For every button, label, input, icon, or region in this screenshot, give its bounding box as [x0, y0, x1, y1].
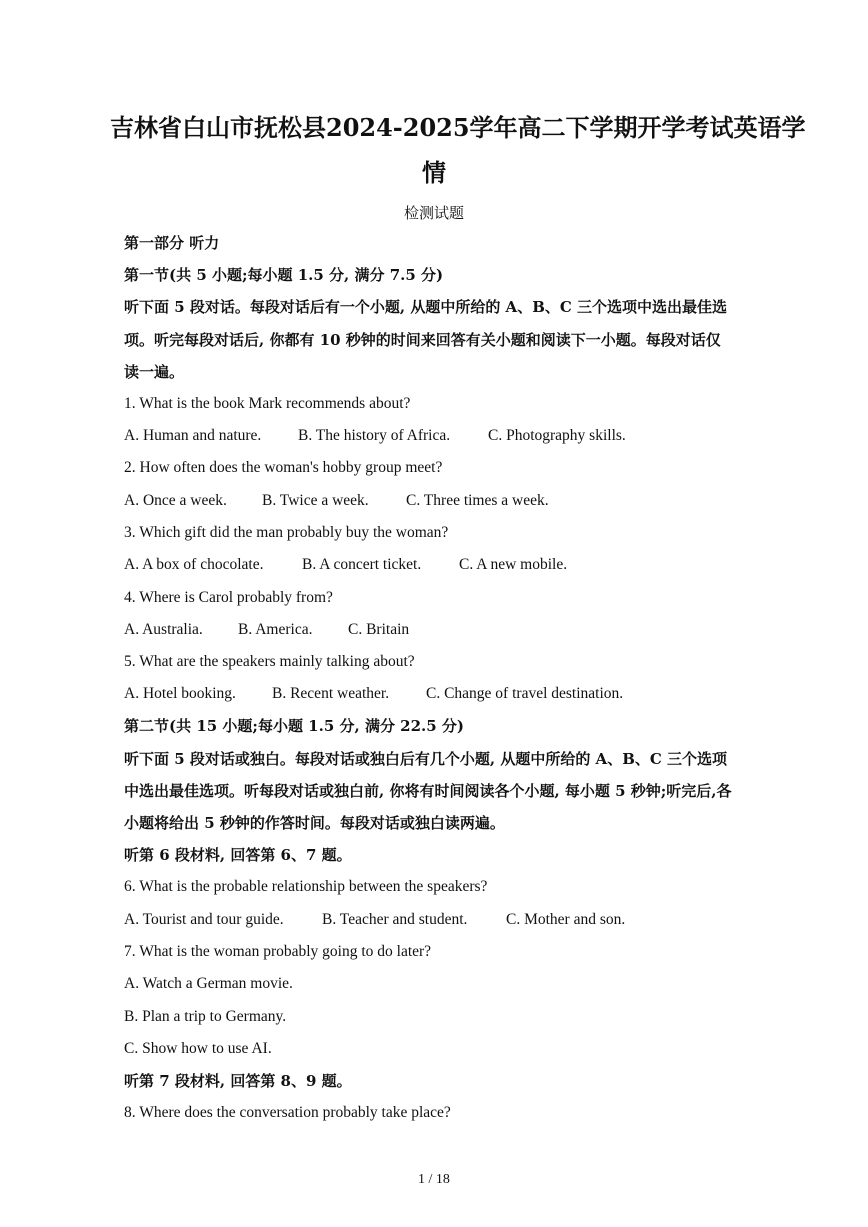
question-4: 4. Where is Carol probably from?	[124, 589, 333, 606]
question-5-option-a: A. Hotel booking.	[124, 685, 236, 702]
document-title-line1: 吉林省白山市抚松县2024-2025学年高二下学期开学考试英语学	[110, 113, 806, 142]
section1-instruction-3: 读一遍。	[124, 363, 185, 381]
question-4-option-c: C. Britain	[348, 621, 410, 638]
question-2-option-b: B. Twice a week.	[262, 492, 369, 509]
section1-instruction-1: 听下面 5 段对话。每段对话后有一个小题, 从题中所给的 A、B、C 三个选项中选出最佳选	[124, 298, 728, 316]
question-2: 2. How often does the woman's hobby group meet?	[124, 459, 443, 476]
material-7-heading: 听第 7 段材料, 回答第 8、9 题。	[124, 1072, 352, 1090]
section2-heading: 第二节(共 15 小题;每小题 1.5 分, 满分 22.5 分)	[124, 717, 465, 735]
question-7-option-b: B. Plan a trip to Germany.	[124, 1008, 287, 1025]
question-2-option-c: C. Three times a week.	[406, 492, 549, 509]
question-5-option-c: C. Change of travel destination.	[426, 685, 624, 702]
question-6: 6. What is the probable relationship between the speakers?	[124, 878, 488, 895]
question-5: 5. What are the speakers mainly talking about?	[124, 653, 415, 670]
question-1: 1. What is the book Mark recommends about?	[124, 395, 411, 412]
question-4-option-b: B. America.	[238, 621, 313, 638]
section2-instruction-3: 小题将给出 5 秒钟的作答时间。每段对话或独白读两遍。	[124, 814, 505, 832]
question-5-option-b: B. Recent weather.	[272, 685, 390, 702]
question-1-option-a: A. Human and nature.	[124, 427, 262, 444]
section2-instruction-2: 中选出最佳选项。听每段对话或独白前, 你将有时间阅读各个小题, 每小题 5 秒钟;听完后,各	[124, 782, 732, 800]
page-number: 1 / 18	[418, 1172, 450, 1187]
question-7-option-c: C. Show how to use AI.	[124, 1040, 272, 1057]
question-4-option-a: A. Australia.	[124, 621, 203, 638]
question-3-option-b: B. A concert ticket.	[302, 556, 422, 573]
document-title-line2: 情	[422, 158, 446, 187]
material-6-heading: 听第 6 段材料, 回答第 6、7 题。	[124, 846, 352, 864]
question-2-option-a: A. Once a week.	[124, 492, 227, 509]
question-1-option-c: C. Photography skills.	[488, 427, 626, 444]
question-8: 8. Where does the conversation probably take place?	[124, 1104, 451, 1121]
question-3: 3. Which gift did the man probably buy the woman?	[124, 524, 449, 541]
section1-instruction-2: 项。听完每段对话后, 你都有 10 秒钟的时间来回答有关小题和阅读下一小题。每段对话仅	[124, 331, 721, 349]
section1-heading: 第一节(共 5 小题;每小题 1.5 分, 满分 7.5 分)	[124, 266, 444, 284]
question-6-option-b: B. Teacher and student.	[322, 911, 468, 928]
question-6-option-c: C. Mother and son.	[506, 911, 626, 928]
question-3-option-c: C. A new mobile.	[459, 556, 568, 573]
document-subtitle: 检测试题	[403, 204, 464, 222]
question-1-option-b: B. The history of Africa.	[298, 427, 451, 444]
question-7-option-a: A. Watch a German movie.	[124, 975, 293, 992]
section2-instruction-1: 听下面 5 段对话或独白。每段对话或独白后有几个小题, 从题中所给的 A、B、C 三个选项	[124, 750, 728, 768]
question-6-option-a: A. Tourist and tour guide.	[124, 911, 284, 928]
question-3-option-a: A. A box of chocolate.	[124, 556, 264, 573]
question-7: 7. What is the woman probably going to do later?	[124, 943, 432, 960]
part1-heading: 第一部分 听力	[124, 234, 220, 252]
